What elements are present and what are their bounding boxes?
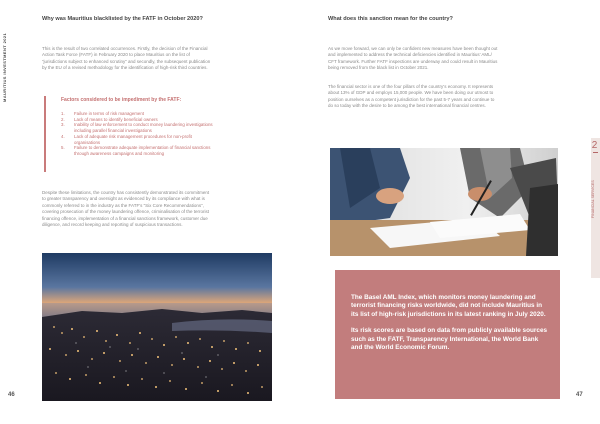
sanction-line: As we move forward, we can only be confident new measures have been thought out bbox=[328, 46, 498, 51]
intro-line: “jurisdictions subject to enhanced scrutiny” and secondly, the subsequent publication bbox=[42, 58, 211, 64]
intro-line: by the EU of a revised methodology for the identification of high-risk third countries. bbox=[42, 65, 208, 71]
factors-title: Factors considered to be impediment by the FATF: bbox=[61, 97, 182, 103]
factor-line: including parallel financial investigations bbox=[74, 128, 152, 134]
sanction-line: and implemented to address the technical deficiencies identified in Mauritius’ AML/ bbox=[328, 52, 492, 58]
factor-line: through awareness campaigns and monitoring bbox=[74, 150, 165, 156]
factor-line: Lack of means to identify beneficial owners bbox=[74, 116, 158, 122]
body-line: covering prosecution of the money laundering offence, criminalisation of the terrorist bbox=[42, 209, 210, 215]
economy-line: about 13% of GDP and employs 15,000 people. We have been doing our utmost to bbox=[328, 90, 494, 96]
factor-line: Inability of law enforcement to conduct money laundering investigations bbox=[74, 122, 213, 128]
factor-number: 5. bbox=[61, 145, 65, 151]
factors-accent-bar bbox=[44, 96, 46, 172]
sanction-line: CFT framework. Further FATF inspections are underway and could result in Mauritius bbox=[328, 58, 498, 64]
body-line: to greater transparency and oversight as evidenced by its compliance with what is bbox=[42, 196, 205, 202]
factor-number: 2. bbox=[61, 116, 65, 122]
factor-item bbox=[61, 134, 271, 145]
body-line: commonly referred to in the industry as the FATF’s “Six Core Recommendations”, bbox=[42, 202, 204, 208]
factor-item bbox=[61, 145, 271, 156]
side-tag: MAURITIUS INVESTMENT 2021 bbox=[2, 32, 7, 102]
factor-line: organisations bbox=[74, 139, 101, 145]
chapter-divider bbox=[593, 152, 598, 153]
page-number-left: 46 bbox=[8, 392, 15, 398]
meeting-photo bbox=[330, 148, 558, 256]
factor-line: Failure to demonstrate adequate implementation of financial sanctions bbox=[74, 145, 211, 151]
callout-paragraph: The Basel AML Index, which monitors money laundering and terrorist financing risks worldwide, did not include Mauritius in its list of high-risk jurisdictions in its latest ranking in July 2020. bbox=[351, 294, 546, 318]
basel-aml-callout bbox=[335, 270, 560, 399]
body-paragraph bbox=[42, 190, 292, 228]
factors-list bbox=[61, 111, 271, 157]
chapter-label: FINANCIAL SERVICES bbox=[591, 180, 595, 218]
sanction-line: being removed from the black list in October 2021. bbox=[328, 65, 429, 71]
right-page bbox=[300, 0, 600, 424]
economy-paragraph bbox=[328, 84, 578, 110]
factor-line: Lack of adequate risk management procedures for non-profit bbox=[74, 133, 192, 139]
economy-line: position ourselves as a competent jurisdiction for the past 5-7 years and continue to bbox=[328, 96, 495, 102]
chapter-number: 2 bbox=[591, 140, 598, 151]
right-heading: What does this sanction mean for the country? bbox=[328, 16, 453, 22]
factor-line: Failure in terms of risk management bbox=[74, 111, 145, 116]
intro-line: Action Task Force (FATF) in February 2020 to place Mauritius on the list of bbox=[42, 52, 190, 58]
callout-text bbox=[351, 294, 551, 360]
city-photo bbox=[42, 253, 272, 401]
body-line: Despite these limitations, the country has consistently demonstrated its commitment bbox=[42, 190, 210, 195]
body-line: financing offence, implementation of a financial sanctions framework, customer due bbox=[42, 215, 208, 221]
factor-number: 3. bbox=[61, 122, 65, 128]
intro-line: This is the result of two correlated occurrences. Firstly, the decision of the Financial bbox=[42, 46, 208, 51]
page-number-right: 47 bbox=[576, 392, 583, 398]
body-line: diligence, and record keeping and reporting of suspicious transactions. bbox=[42, 222, 183, 228]
factor-number: 1. bbox=[61, 111, 65, 116]
economy-line: do so today with the desire to be among the best international financial centres. bbox=[328, 103, 486, 109]
intro-paragraph bbox=[42, 46, 282, 72]
factor-item bbox=[61, 122, 271, 133]
callout-paragraph: Its risk scores are based on data from publicly available sources such as the FATF, Transparency International, the World Bank and the World Economic Forum. bbox=[351, 327, 548, 352]
factor-number: 4. bbox=[61, 133, 65, 139]
left-heading: Why was Mauritius blacklisted by the FATF in October 2020? bbox=[42, 16, 203, 22]
factors-box bbox=[44, 96, 276, 174]
sanction-paragraph bbox=[328, 46, 578, 72]
economy-line: The financial sector is one of the four pillars of the country’s economy. It represents bbox=[328, 84, 494, 89]
